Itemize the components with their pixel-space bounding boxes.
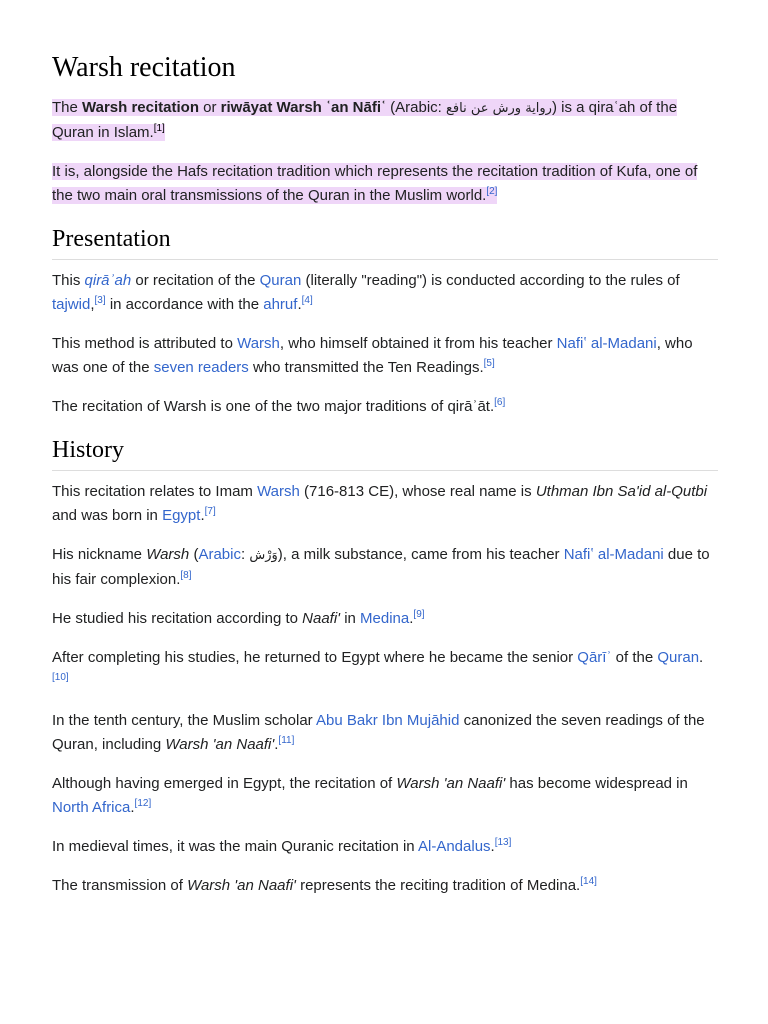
presentation-paragraph-2 [52, 332, 718, 380]
text-run: . [699, 649, 704, 666]
italic-name: Naafi' [302, 610, 341, 627]
presentation-paragraph-3 [52, 395, 718, 419]
intro-paragraph-1 [52, 96, 718, 145]
link-warsh[interactable]: Warsh [237, 335, 280, 352]
history-paragraph-7 [52, 835, 718, 859]
bold-term: Warsh recitation [82, 99, 199, 116]
citation-ref[interactable]: [9] [413, 609, 425, 620]
citation-ref[interactable]: [6] [494, 397, 506, 408]
link-medina[interactable]: Medina [360, 610, 410, 627]
citation-ref[interactable]: [5] [483, 358, 495, 369]
history-paragraph-4 [52, 646, 718, 694]
intro-paragraph-2 [52, 160, 718, 208]
text-run: in [340, 610, 361, 627]
link-tajwid[interactable]: tajwid [52, 296, 91, 313]
text-run: canonized the seven readings of the Quran, including [52, 712, 705, 753]
text-run: . [490, 838, 495, 855]
text-run: ( [189, 546, 199, 563]
history-paragraph-5 [52, 709, 718, 757]
text-run: . [274, 736, 279, 753]
text-run: ), a milk substance, came from his teacher [277, 546, 564, 563]
bold-term: riwāyat Warsh ʿan Nāfiʿ [220, 99, 386, 116]
highlighted-text [52, 163, 697, 204]
text-run: (literally "reading") is conducted according to the rules of [301, 272, 680, 289]
highlighted-text [52, 99, 677, 141]
section-heading-history: History [52, 434, 718, 471]
link-arabic[interactable]: Arabic [198, 546, 241, 563]
text-run: This recitation relates to Imam [52, 483, 258, 500]
text-run: ) is a qiraʿah of the Quran in Islam. [52, 99, 678, 141]
italic-name: Warsh 'an Naafi' [187, 877, 296, 894]
citation-ref[interactable]: [10] [52, 672, 69, 683]
italic-name: Warsh [146, 546, 190, 563]
citation-ref[interactable]: [8] [180, 570, 192, 581]
text-run: . [297, 296, 302, 313]
text-run: In medieval times, it was the main Quranic recitation in [52, 838, 418, 855]
text-run: due to his fair complexion. [52, 546, 710, 588]
italic-name: Warsh 'an Naafi' [165, 736, 275, 753]
text-run: (Arabic: [386, 99, 447, 116]
text-run: It is, alongside the Hafs recitation tradition which represents the recitation tradition of Kufa, one of the two main oral transmissions of the Quran in the Muslim world. [52, 163, 698, 204]
citation-ref[interactable]: [4] [301, 295, 313, 306]
text-run: and was born in [52, 507, 163, 524]
citation-ref[interactable]: [11] [278, 735, 295, 746]
history-paragraph-2 [52, 543, 718, 592]
citation-ref[interactable]: [2] [486, 186, 498, 197]
history-paragraph-3 [52, 607, 718, 631]
text-run: In the tenth century, the Muslim scholar [52, 712, 317, 729]
citation-ref[interactable]: [12] [134, 798, 152, 809]
presentation-paragraph-1: This qirāʾah or recitation of the Quran (literally "reading") is conducted according to the rules of tajwid,[3] in accordance with the ahruf.[4] [52, 272, 680, 313]
text-run: has become widespread in [505, 775, 688, 792]
history-paragraph-6 [52, 772, 718, 820]
text-run: The transmission of [52, 877, 188, 894]
text-run: in accordance with the [105, 296, 264, 313]
link-nafi-al-madani[interactable]: Nafiʽ al-Madani [556, 335, 657, 352]
text-run: After completing his studies, he returned to Egypt where he became the senior [52, 649, 578, 666]
text-run: . [200, 507, 205, 524]
link-quran[interactable]: Quran [657, 649, 700, 666]
history-paragraph-1 [52, 480, 718, 528]
text-run: of the [611, 649, 658, 666]
link-qari[interactable]: Qārīʾ [577, 649, 612, 666]
link-nafi-al-madani[interactable]: Nafiʽ al-Madani [563, 546, 664, 563]
link-qiraah[interactable]: qirāʾah [84, 272, 132, 289]
italic-name: Uthman Ibn Sa'id al-Qutbi [535, 483, 708, 500]
link-quran[interactable]: Quran [259, 272, 302, 289]
citation-ref[interactable]: [1] [153, 123, 165, 134]
text-run: represents the reciting tradition of Medina. [295, 877, 581, 894]
text-run: . [409, 610, 414, 627]
citation-ref[interactable]: [13] [494, 837, 512, 848]
link-seven-readers[interactable]: seven readers [153, 359, 249, 376]
text-run: (716-813 CE), whose real name is [299, 483, 536, 500]
citation-ref[interactable]: [7] [204, 506, 216, 517]
link-warsh[interactable]: Warsh [257, 483, 300, 500]
arabic-text: رواية ورش عن نافع [446, 101, 552, 116]
citation-ref[interactable]: [3] [94, 295, 106, 306]
text-run: This method is attributed to [52, 335, 238, 352]
text-run: who transmitted the Ten Readings. [248, 359, 484, 376]
text-run: Although having emerged in Egypt, the recitation of [52, 775, 397, 792]
link-ahruf[interactable]: ahruf [263, 296, 298, 313]
text-run: This [52, 272, 85, 289]
text-run: His nickname [52, 546, 147, 563]
citation-ref[interactable]: [14] [580, 876, 597, 887]
text-run: The recitation of Warsh is one of the two major traditions of qirāʾāt. [52, 398, 495, 415]
text-run: or recitation of the [131, 272, 260, 289]
history-paragraph-8 [52, 874, 718, 898]
arabic-text: وَرْش [249, 548, 278, 563]
text-run: He studied his recitation according to [52, 610, 303, 627]
text-run: The [52, 99, 83, 116]
link-north-africa[interactable]: North Africa [52, 799, 131, 816]
text-run: , who himself obtained it from his teacher [279, 335, 557, 352]
text-run: : [240, 546, 250, 563]
article [52, 50, 718, 913]
section-heading-presentation: Presentation [52, 223, 718, 260]
text-run: . [130, 799, 135, 816]
page-title: Warsh recitation [52, 52, 236, 83]
italic-name: Warsh 'an Naafi' [396, 775, 506, 792]
text-run: , who was one of the [52, 335, 693, 376]
link-abu-bakr-ibn-mujahid[interactable]: Abu Bakr Ibn Mujāhid [316, 712, 460, 729]
link-egypt[interactable]: Egypt [162, 507, 201, 524]
link-al-andalus[interactable]: Al-Andalus [418, 838, 491, 855]
text-run: or [198, 99, 221, 116]
